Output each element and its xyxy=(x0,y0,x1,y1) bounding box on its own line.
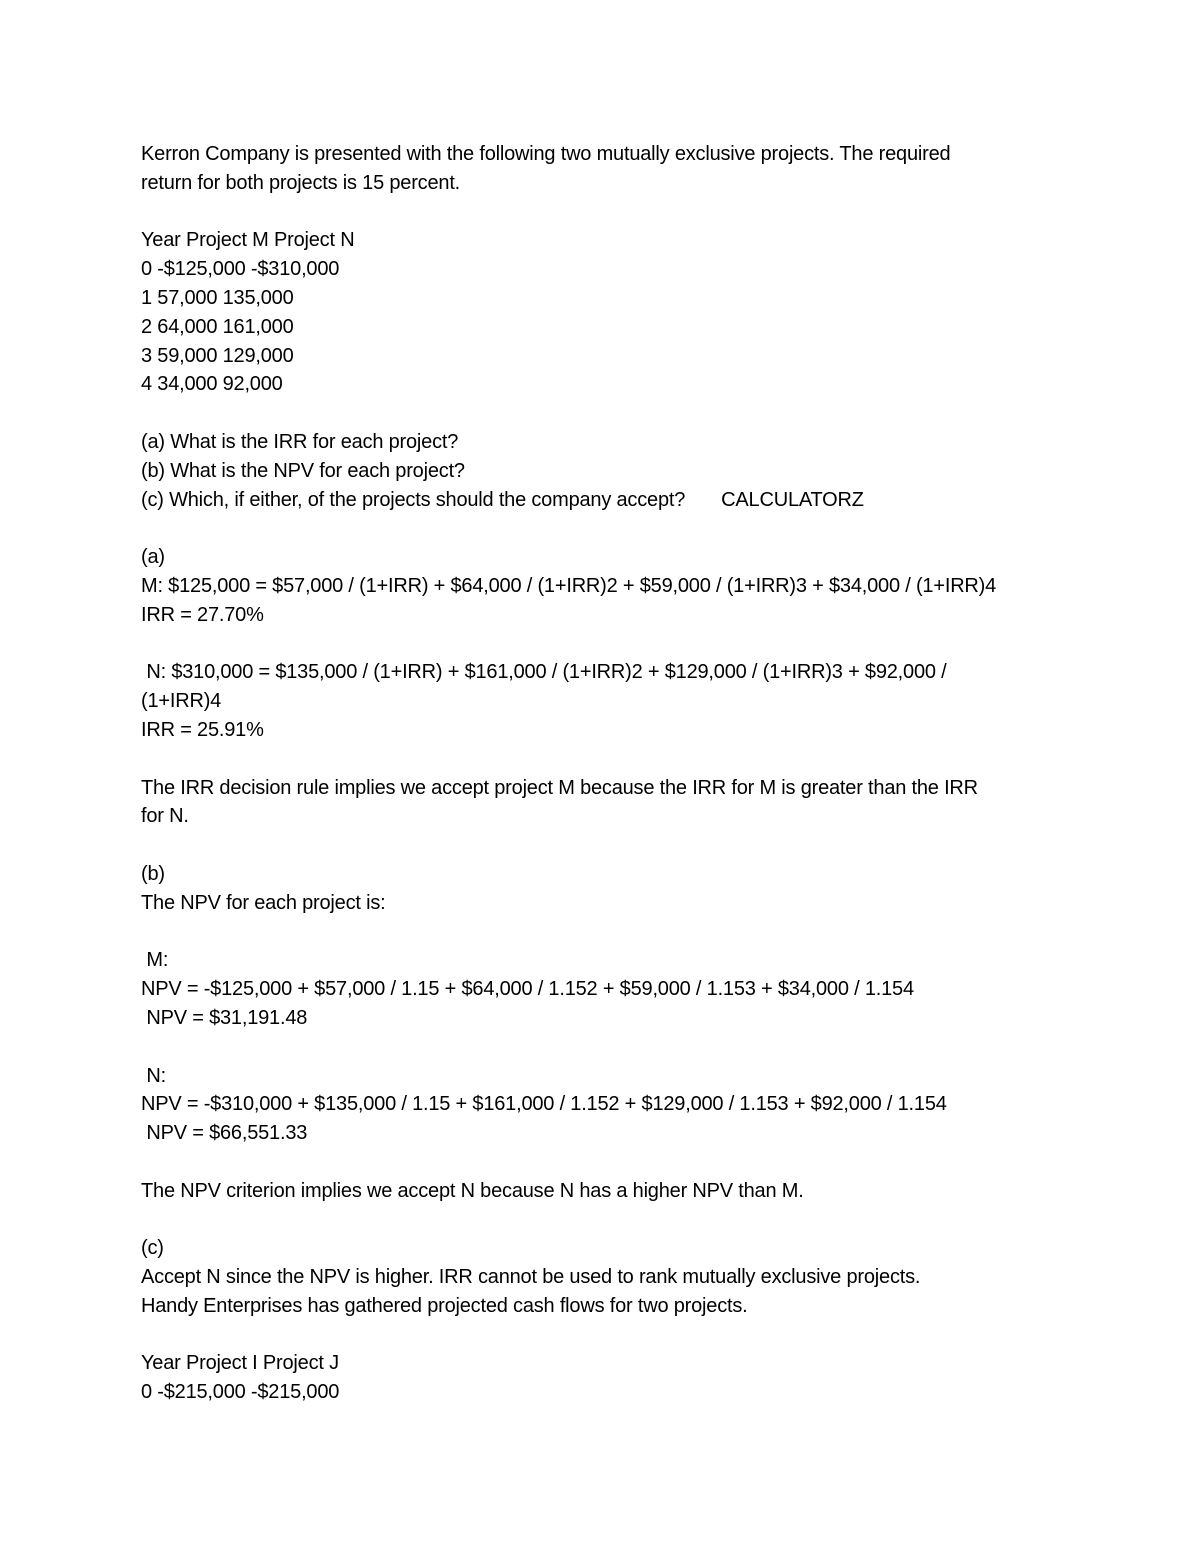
table-header: Year Project M Project N xyxy=(141,229,355,252)
spacer xyxy=(141,198,1081,227)
npv-label-n: N: xyxy=(141,1064,166,1087)
question-b: (b) What is the NPV for each project? xyxy=(141,459,465,482)
spacer xyxy=(141,630,1081,659)
question-c-line xyxy=(141,486,1081,515)
spacer xyxy=(141,831,1081,860)
table-header: Year Project I Project J xyxy=(141,1352,339,1375)
npv-equation-m: NPV = -$125,000 + $57,000 / 1.15 + $64,000 / 1.152 + $59,000 / 1.153 + $34,000 / 1.154 xyxy=(141,978,914,1001)
cash-flow-table-mn xyxy=(141,226,1081,399)
section-label-a: (a) xyxy=(141,546,165,569)
spacer xyxy=(141,1033,1081,1062)
answer-b-section xyxy=(141,860,1081,1206)
section-label-b: (b) xyxy=(141,862,165,885)
spacer xyxy=(141,1148,1081,1177)
next-problem-intro: Handy Enterprises has gathered projected cash flows for two projects. xyxy=(141,1294,748,1317)
irr-equation-n-line2: (1+IRR)4 xyxy=(141,690,222,713)
spacer xyxy=(141,1205,1081,1234)
question-c-note: CALCULATORZ xyxy=(721,488,864,511)
npv-result-n: NPV = $66,551.33 xyxy=(141,1122,308,1145)
table-row: 1 57,000 135,000 xyxy=(141,286,294,309)
irr-equation-m: M: $125,000 = $57,000 / (1+IRR) + $64,000 / (1+IRR)2 + $59,000 / (1+IRR)3 + $34,000 / (1+IRR)4 xyxy=(141,574,997,597)
spacer xyxy=(141,399,1081,428)
answer-a-section xyxy=(141,543,1081,831)
table-row: 0 -$215,000 -$215,000 xyxy=(141,1381,340,1404)
question-c: (c) Which, if either, of the projects should the company accept? xyxy=(141,488,686,511)
irr-result-n: IRR = 25.91% xyxy=(141,718,264,741)
irr-rule-line2: for N. xyxy=(141,805,189,828)
irr-result-m: IRR = 27.70% xyxy=(141,603,264,626)
npv-label-m: M: xyxy=(141,949,169,972)
irr-equation-n-line1: N: $310,000 = $135,000 / (1+IRR) + $161,000 / (1+IRR)2 + $129,000 / (1+IRR)3 + $92,000 / xyxy=(141,661,947,684)
table-row: 2 64,000 161,000 xyxy=(141,315,294,338)
question-a: (a) What is the IRR for each project? xyxy=(141,430,459,453)
npv-result-m: NPV = $31,191.48 xyxy=(141,1006,308,1029)
table-row: 3 59,000 129,000 xyxy=(141,344,294,367)
answer-c-text: Accept N since the NPV is higher. IRR cannot be used to rank mutually exclusive projects. xyxy=(141,1266,921,1289)
next-problem-section xyxy=(141,1292,1081,1407)
document-body xyxy=(141,140,1081,1407)
section-label-c: (c) xyxy=(141,1237,164,1260)
questions xyxy=(141,428,1081,514)
spacer xyxy=(141,918,1081,947)
spacer xyxy=(141,745,1081,774)
intro-line-1: Kerron Company is presented with the following two mutually exclusive projects. The required xyxy=(141,143,951,165)
npv-criterion: The NPV criterion implies we accept N because N has a higher NPV than M. xyxy=(141,1179,804,1202)
answer-c-section xyxy=(141,1234,1081,1292)
spacer xyxy=(141,1321,1081,1350)
irr-rule-line1: The IRR decision rule implies we accept project M because the IRR for M is greater than the IRR xyxy=(141,776,978,799)
npv-equation-n: NPV = -$310,000 + $135,000 / 1.15 + $161,000 / 1.152 + $129,000 / 1.153 + $92,000 / 1.154 xyxy=(141,1093,947,1116)
table-row: 0 -$125,000 -$310,000 xyxy=(141,258,340,281)
table-row: 4 34,000 92,000 xyxy=(141,373,283,396)
npv-intro: The NPV for each project is: xyxy=(141,891,386,914)
intro-line-2: return for both projects is 15 percent. xyxy=(141,171,461,194)
spacer xyxy=(141,514,1081,543)
